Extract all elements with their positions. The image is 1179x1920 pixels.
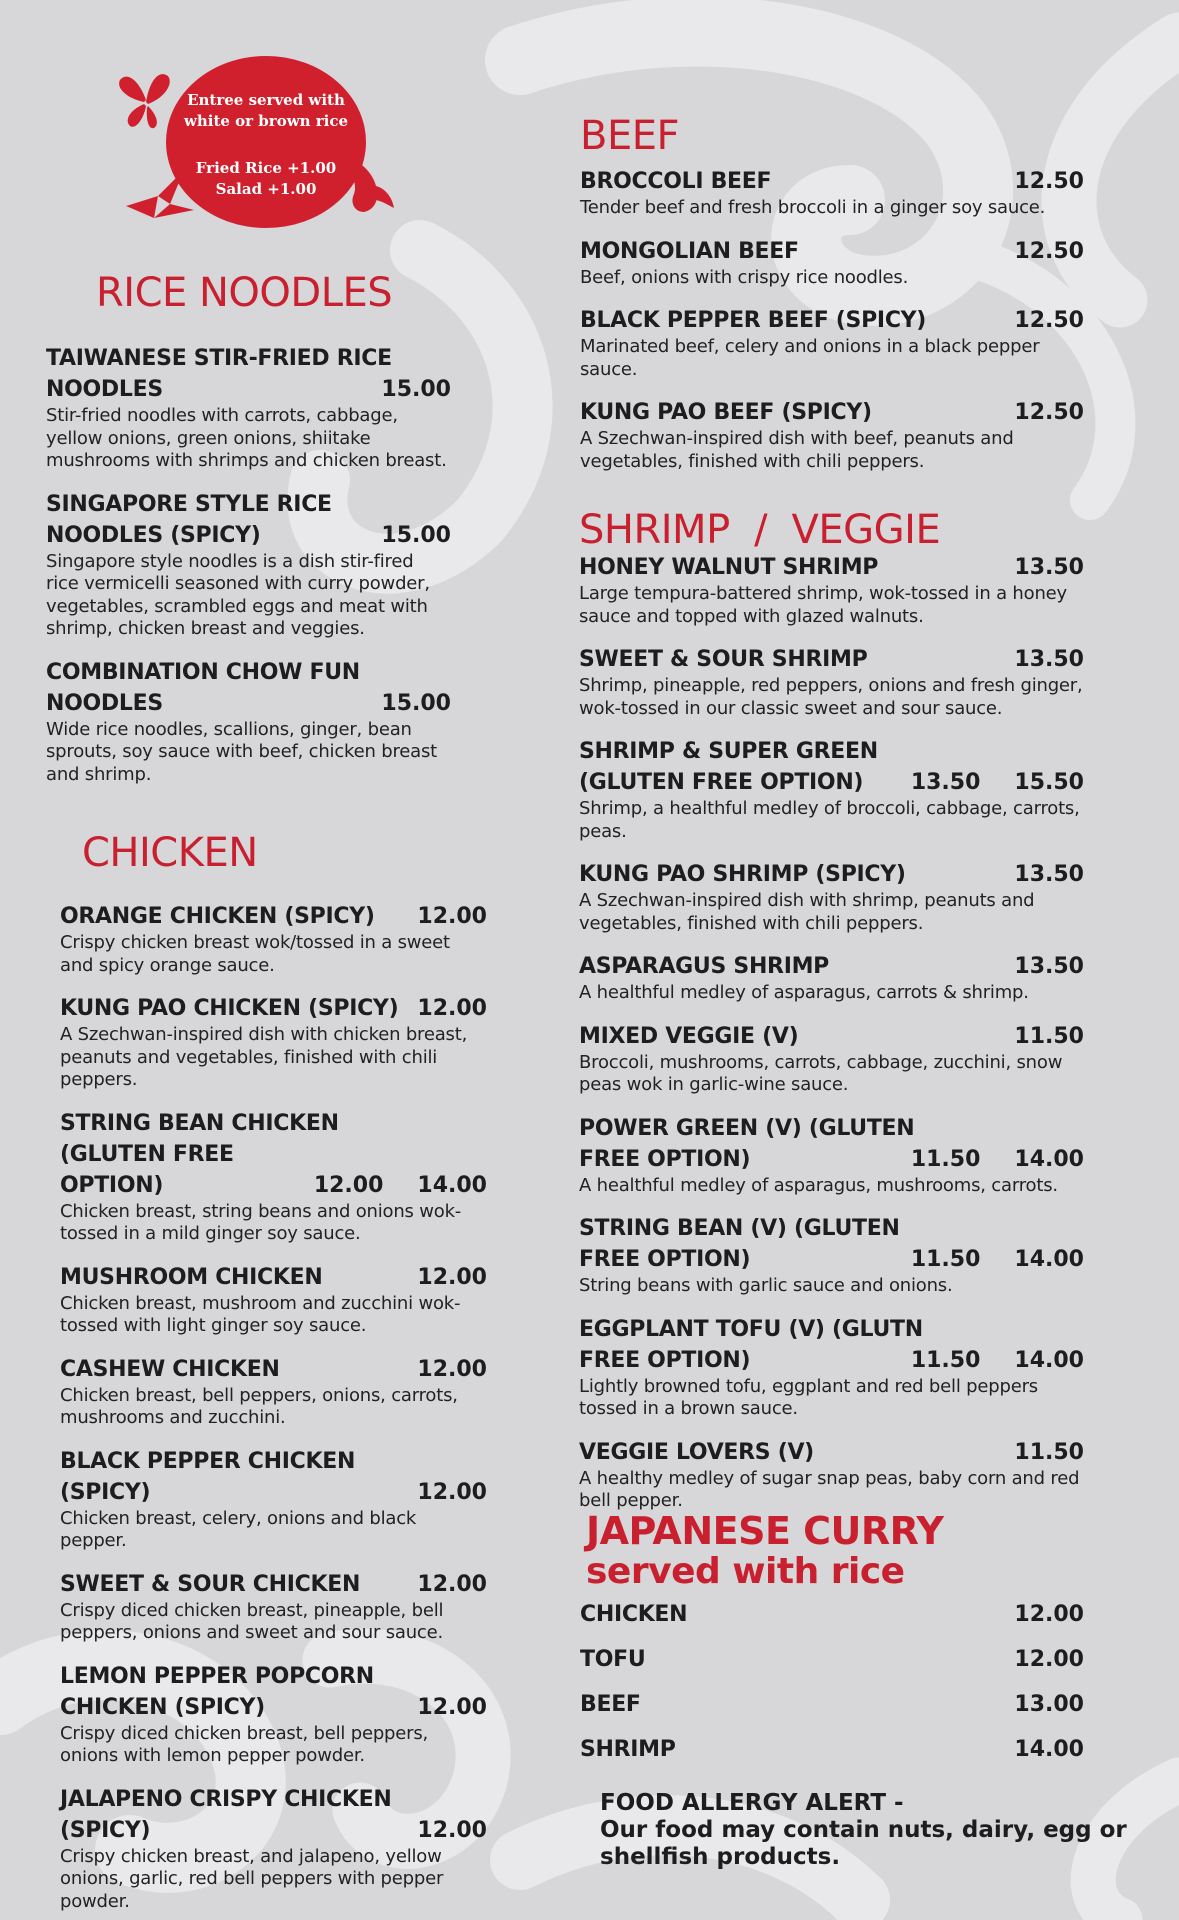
item-description: Crispy diced chicken breast, pineapple, bell peppers, onions and sweet and sour sauce. — [60, 1599, 444, 1643]
item-description: Crispy chicken breast wok/tossed in a sweet and spicy orange sauce. — [60, 932, 450, 976]
item-name: SINGAPORE STYLE RICE — [46, 491, 332, 517]
chicken-section — [60, 831, 487, 1913]
item-price: 14.00 — [1014, 1737, 1084, 1762]
curry-row — [580, 1727, 1084, 1772]
item-description: Singapore style noodles is a dish stir-fired rice vermicelli seasoned with curry powder, vegetables, scrambled eggs and meat with shrimp, chicken breast and veggies. — [46, 550, 430, 639]
menu-item — [579, 951, 1084, 1005]
menu-item — [46, 343, 451, 473]
item-price: 12.50 — [1014, 169, 1084, 194]
section-title: JAPANESE CURRY — [586, 1509, 944, 1553]
item-name: BROCCOLI BEEF — [580, 169, 772, 194]
item-name: ASPARAGUS SHRIMP — [579, 954, 829, 979]
item-price: 12.00 — [1014, 1647, 1084, 1672]
item-name: VEGGIE LOVERS (V) — [579, 1439, 814, 1465]
menu-item — [60, 1661, 487, 1768]
item-price-gluten-free: 14.00 — [1014, 1347, 1084, 1373]
rice-noodles-section — [46, 271, 451, 786]
menu-item — [579, 736, 1084, 843]
item-name: MONGOLIAN BEEF — [580, 238, 799, 264]
item-description: String beans with garlic sauce and onions. — [579, 1275, 953, 1296]
item-name: (SPICY) — [60, 1817, 151, 1843]
item-name: ORANGE CHICKEN (SPICY) — [60, 904, 375, 929]
section-title: RICE NOODLES — [96, 270, 393, 316]
badge-line: white or brown rice — [183, 112, 349, 130]
item-name: COMBINATION CHOW FUN — [46, 659, 360, 685]
origami-crane-icon — [124, 166, 196, 220]
item-name: SWEET & SOUR SHRIMP — [579, 647, 868, 672]
japanese-curry-section — [580, 1510, 1084, 1772]
item-name: CHICKEN — [580, 1602, 688, 1627]
item-description: A healthful medley of asparagus, mushrooms, carrots. — [579, 1174, 1058, 1196]
item-price: 15.00 — [381, 522, 451, 548]
item-name: FREE OPTION) — [579, 1347, 751, 1373]
item-price-gluten-free: 14.00 — [417, 1172, 487, 1198]
menu-item — [60, 901, 487, 977]
item-name: HONEY WALNUT SHRIMP — [579, 555, 879, 580]
section-title: SHRIMP / VEGGIE — [579, 507, 941, 553]
item-price-gluten-free: 14.00 — [1014, 1146, 1084, 1172]
menu-item — [579, 1314, 1084, 1421]
item-price-gluten-free: 15.50 — [1014, 770, 1084, 795]
item-description: Chicken breast, celery, onions and black pepper. — [60, 1507, 417, 1551]
beef-section — [580, 114, 1084, 473]
menu-item — [46, 657, 451, 787]
curry-row — [580, 1592, 1084, 1637]
item-description: Shrimp, a healthful medley of broccoli, cabbage, carrots, peas. — [579, 798, 1080, 842]
item-name: MUSHROOM CHICKEN — [60, 1264, 323, 1290]
item-description: Chicken breast, mushroom and zucchini wok-tossed with light ginger soy sauce. — [60, 1292, 461, 1336]
item-description: A Szechwan-inspired dish with beef, peanuts and vegetables, finished with chili peppers. — [580, 428, 1014, 472]
item-price: 13.50 — [910, 770, 981, 795]
item-description: A Szechwan-inspired dish with shrimp, peanuts and vegetables, finished with chili peppers. — [579, 890, 1035, 934]
item-name: FREE OPTION) — [579, 1146, 751, 1172]
badge-line: Fried Rice +1.00 — [195, 159, 337, 177]
item-price: 12.50 — [1014, 400, 1084, 425]
item-price: 12.00 — [417, 1356, 487, 1382]
badge-line: Entree served with — [187, 91, 345, 109]
item-description: Crispy chicken breast, and jalapeno, yellow onions, garlic, red bell peppers with pepper powder. — [60, 1845, 444, 1912]
item-price: 15.00 — [381, 377, 451, 402]
curry-row — [580, 1682, 1084, 1727]
item-price: 15.00 — [381, 690, 451, 716]
item-description: Broccoli, mushrooms, carrots, cabbage, zucchini, snow peas wok in garlic-wine sauce. — [579, 1051, 1063, 1095]
item-description: Wide rice noodles, scallions, ginger, bean sprouts, soy sauce with beef, chicken breast and shrimp. — [46, 718, 438, 785]
item-name: BLACK PEPPER BEEF (SPICY) — [580, 308, 927, 333]
item-description: Chicken breast, string beans and onions wok-tossed in a mild ginger soy sauce. — [60, 1200, 462, 1244]
menu-item — [60, 1784, 487, 1914]
item-price: 12.00 — [1014, 1602, 1084, 1627]
item-name: STRING BEAN CHICKEN — [60, 1110, 339, 1136]
butterfly-icon — [116, 70, 174, 132]
menu-item — [579, 644, 1084, 720]
menu-item — [60, 1108, 487, 1246]
shrimp-veggie-section — [579, 508, 1084, 1513]
menu-item — [579, 1213, 1084, 1298]
item-price: 12.00 — [417, 996, 487, 1021]
item-description: Lightly browned tofu, eggplant and red bell peppers tossed in a brown sauce. — [579, 1375, 1038, 1419]
item-price: 12.00 — [417, 904, 487, 929]
item-name: JALAPENO CRISPY CHICKEN — [60, 1786, 392, 1812]
item-price: 12.00 — [417, 1264, 487, 1290]
item-name: BEEF — [580, 1692, 641, 1717]
item-price: 13.00 — [1014, 1692, 1084, 1717]
item-name: CHICKEN (SPICY) — [60, 1694, 265, 1720]
badge-line: Salad +1.00 — [215, 180, 317, 198]
menu-item — [579, 552, 1084, 628]
item-price: 12.00 — [313, 1172, 384, 1198]
item-name: NOODLES — [46, 377, 163, 402]
menu-item — [60, 1262, 487, 1338]
item-name: POWER GREEN (V) (GLUTEN — [579, 1115, 915, 1141]
menu-item — [60, 1354, 487, 1430]
item-name: FREE OPTION) — [579, 1247, 751, 1272]
item-description: A Szechwan-inspired dish with chicken breast, peanuts and vegetables, finished with chili peppers. — [60, 1024, 468, 1090]
item-price: 12.00 — [417, 1694, 487, 1720]
item-name: (GLUTEN FREE OPTION) — [60, 1141, 234, 1198]
item-price: 12.00 — [417, 1571, 487, 1597]
item-name: EGGPLANT TOFU (V) (GLUTN — [579, 1316, 923, 1342]
menu-item — [580, 397, 1084, 473]
menu-item — [579, 1437, 1084, 1513]
menu-item — [46, 489, 451, 641]
food-allergy-alert — [600, 1790, 1127, 1871]
menu-item — [579, 1021, 1084, 1097]
alert-text: Our food may contain nuts, dairy, egg or — [600, 1817, 1127, 1843]
item-name: TOFU — [580, 1647, 646, 1672]
menu-item — [60, 1569, 487, 1645]
item-name: KUNG PAO SHRIMP (SPICY) — [579, 862, 906, 887]
item-name: SWEET & SOUR CHICKEN — [60, 1571, 361, 1597]
item-name: LEMON PEPPER POPCORN — [60, 1663, 374, 1689]
item-price: 12.00 — [417, 1817, 487, 1843]
item-price: 11.50 — [1014, 1439, 1084, 1465]
item-price: 12.50 — [1014, 308, 1084, 333]
section-title: CHICKEN — [82, 830, 258, 876]
item-price: 13.50 — [1014, 862, 1084, 887]
item-description: Chicken breast, bell peppers, onions, carrots, mushrooms and zucchini. — [60, 1384, 458, 1428]
item-price: 11.50 — [910, 1146, 981, 1172]
item-price: 11.50 — [1014, 1023, 1084, 1049]
item-description: A healthy medley of sugar snap peas, baby corn and red bell pepper. — [579, 1467, 1080, 1511]
menu-item — [580, 236, 1084, 290]
item-name: KUNG PAO BEEF (SPICY) — [580, 400, 872, 425]
item-name: BLACK PEPPER CHICKEN (SPICY) — [60, 1448, 356, 1505]
menu-item — [579, 1113, 1084, 1198]
section-subtitle: served with rice — [586, 1551, 905, 1592]
item-price: 13.50 — [1014, 647, 1084, 672]
item-name: KUNG PAO CHICKEN (SPICY) — [60, 996, 399, 1021]
item-description: Stir-fried noodles with carrots, cabbage, yellow onions, green onions, shiitake mushrooms with shrimps and chicken breast. — [46, 405, 447, 471]
menu-item — [60, 1446, 487, 1553]
item-description: Large tempura-battered shrimp, wok-tossed in a honey sauce and topped with glazed walnuts. — [579, 583, 1067, 627]
item-description: Crispy diced chicken breast, bell peppers, onions with lemon pepper powder. — [60, 1722, 429, 1766]
item-name: TAIWANESE STIR-FRIED RICE — [46, 346, 392, 371]
alert-title: FOOD ALLERGY ALERT - — [600, 1790, 904, 1816]
item-description: Shrimp, pineapple, red peppers, onions and fresh ginger, wok-tossed in our classic sweet and sour sauce. — [579, 675, 1083, 719]
item-price-gluten-free: 14.00 — [1014, 1247, 1084, 1272]
item-price: 11.50 — [910, 1347, 981, 1373]
curry-row — [580, 1637, 1084, 1682]
item-name: NOODLES — [46, 690, 163, 716]
item-name: STRING BEAN (V) (GLUTEN — [579, 1216, 900, 1241]
item-description: Beef, onions with crispy rice noodles. — [580, 266, 909, 288]
item-price: 12.50 — [1014, 238, 1084, 264]
menu-item — [579, 859, 1084, 935]
item-name: NOODLES (SPICY) — [46, 522, 261, 548]
item-price: 13.50 — [1014, 555, 1084, 580]
item-description: Marinated beef, celery and onions in a black pepper sauce. — [580, 336, 1040, 380]
koi-fish-icon — [336, 146, 396, 218]
menu-item — [580, 166, 1084, 220]
menu-item — [60, 993, 487, 1092]
alert-text: shellfish products. — [600, 1844, 841, 1870]
item-name: MIXED VEGGIE (V) — [579, 1023, 799, 1049]
item-name: (GLUTEN FREE OPTION) — [579, 770, 864, 795]
item-price: 12.00 — [417, 1479, 487, 1505]
item-description: Tender beef and fresh broccoli in a ginger soy sauce. — [580, 197, 1046, 218]
menu-item — [580, 305, 1084, 381]
item-price: 11.50 — [910, 1247, 981, 1272]
item-name: CASHEW CHICKEN — [60, 1356, 280, 1382]
item-name: SHRIMP & SUPER GREEN — [579, 739, 878, 764]
item-description: A healthful medley of asparagus, carrots & shrimp. — [579, 982, 1029, 1003]
item-name: SHRIMP — [580, 1737, 676, 1762]
item-price: 13.50 — [1014, 954, 1084, 979]
section-title: BEEF — [580, 113, 679, 159]
